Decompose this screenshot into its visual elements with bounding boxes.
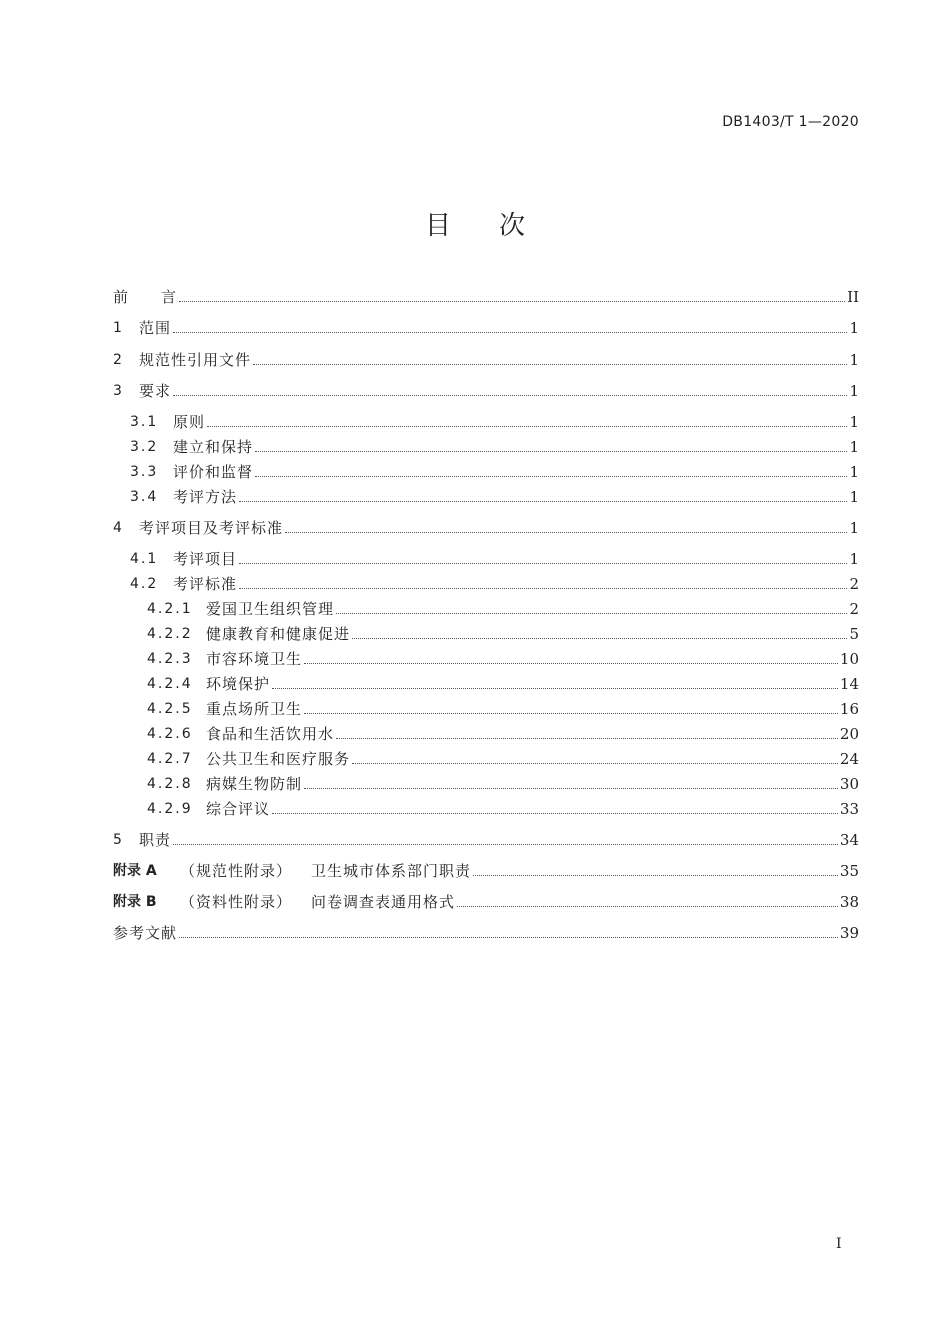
appendix-kind: （规范性附录） xyxy=(180,862,293,880)
toc-title: 原则 xyxy=(173,413,206,431)
toc-page-number: 16 xyxy=(839,700,859,718)
toc-title: 职责 xyxy=(139,831,172,849)
toc-entry[interactable] xyxy=(0,487,859,507)
dot-leader xyxy=(255,451,847,452)
toc-page-number: 38 xyxy=(839,893,859,911)
toc-page-number: 1 xyxy=(849,382,859,400)
toc-page-number: 34 xyxy=(839,831,859,849)
toc-number: 4.2.2 xyxy=(147,626,193,642)
toc-title: 参考文献 xyxy=(113,924,178,942)
toc-page-number: 5 xyxy=(849,625,859,643)
toc-number: 4.2.1 xyxy=(147,601,193,617)
dot-leader xyxy=(179,301,845,302)
dot-leader xyxy=(272,813,838,814)
toc-entry[interactable] xyxy=(0,861,859,881)
dot-leader xyxy=(173,844,838,845)
toc-entry[interactable] xyxy=(0,830,859,850)
toc-number: 2 xyxy=(113,352,124,368)
toc-entry[interactable] xyxy=(0,462,859,482)
toc-title: 食品和生活饮用水 xyxy=(206,725,335,743)
toc-entry[interactable] xyxy=(0,599,859,619)
toc-title: 健康教育和健康促进 xyxy=(206,625,351,643)
toc-entry[interactable] xyxy=(0,381,859,401)
page-number: I xyxy=(836,1236,842,1252)
dot-leader xyxy=(336,738,838,739)
toc-entry[interactable] xyxy=(0,549,859,569)
toc-number: 4.1 xyxy=(130,551,159,567)
toc-title: 综合评议 xyxy=(206,800,271,818)
toc-title: 前 言 xyxy=(113,288,178,306)
toc-page-number: 35 xyxy=(839,862,859,880)
toc-number: 4.2.3 xyxy=(147,651,193,667)
dot-leader xyxy=(304,713,838,714)
toc-title: 重点场所卫生 xyxy=(206,700,303,718)
toc-entry[interactable] xyxy=(0,749,859,769)
dot-leader xyxy=(173,332,847,333)
toc-page-number: 1 xyxy=(849,438,859,456)
toc-page-number: 20 xyxy=(839,725,859,743)
toc-title: 要求 xyxy=(139,382,172,400)
toc-page-number: 1 xyxy=(849,319,859,337)
toc-number: 3.2 xyxy=(130,439,159,455)
toc-number: 4.2 xyxy=(130,576,159,592)
toc-title: 病媒生物防制 xyxy=(206,775,303,793)
toc-title: 范围 xyxy=(139,319,172,337)
toc-title: 考评项目 xyxy=(173,550,238,568)
toc-number: 4.2.4 xyxy=(147,676,193,692)
toc-number: 3.3 xyxy=(130,464,159,480)
toc-page-number: 1 xyxy=(849,463,859,481)
toc-page-number: 1 xyxy=(849,519,859,537)
toc-number: 4 xyxy=(113,520,124,536)
toc-title: 市容环境卫生 xyxy=(206,650,303,668)
toc-title: 考评方法 xyxy=(173,488,238,506)
toc-number: 3.1 xyxy=(130,414,159,430)
toc-page-number: 1 xyxy=(849,351,859,369)
dot-leader xyxy=(239,588,847,589)
toc-number: 4.2.8 xyxy=(147,776,193,792)
toc-entry[interactable] xyxy=(0,574,859,594)
dot-leader xyxy=(304,663,838,664)
toc-number: 4.2.6 xyxy=(147,726,193,742)
toc-title: 公共卫生和医疗服务 xyxy=(206,750,351,768)
dot-leader xyxy=(285,532,847,533)
toc-title: 爱国卫生组织管理 xyxy=(206,600,335,618)
toc-title: 建立和保持 xyxy=(173,438,254,456)
toc-entry[interactable] xyxy=(0,287,859,307)
toc-title: 问卷调查表通用格式 xyxy=(311,893,456,911)
appendix-label: 附录 A xyxy=(113,863,157,879)
toc-number: 4.2.9 xyxy=(147,801,193,817)
title-char: 目 xyxy=(424,211,451,241)
toc-page-number: 30 xyxy=(839,775,859,793)
dot-leader xyxy=(457,906,838,907)
toc-number: 3.4 xyxy=(130,489,159,505)
toc-page-number: 1 xyxy=(849,413,859,431)
dot-leader xyxy=(473,875,838,876)
toc-entry[interactable] xyxy=(0,412,859,432)
toc-page-number: 2 xyxy=(849,600,859,618)
dot-leader xyxy=(179,937,838,938)
toc-number: 5 xyxy=(113,832,124,848)
toc-title: 评价和监督 xyxy=(173,463,254,481)
dot-leader xyxy=(304,788,838,789)
toc-number: 4.2.7 xyxy=(147,751,193,767)
dot-leader xyxy=(239,501,847,502)
toc-title: 环境保护 xyxy=(206,675,271,693)
toc-page-number: 1 xyxy=(849,488,859,506)
dot-leader xyxy=(207,426,847,427)
toc-entry[interactable] xyxy=(0,350,859,370)
toc-entry[interactable] xyxy=(0,724,859,744)
dot-leader xyxy=(253,364,847,365)
toc-entry[interactable] xyxy=(0,699,859,719)
dot-leader xyxy=(239,563,847,564)
toc-title: 规范性引用文件 xyxy=(139,351,252,369)
toc-entry[interactable] xyxy=(0,799,859,819)
title-char: 次 xyxy=(499,211,526,241)
toc-title: 考评标准 xyxy=(173,575,238,593)
toc-title: 卫生城市体系部门职责 xyxy=(311,862,472,880)
toc-page-number: 39 xyxy=(839,924,859,942)
toc-entry[interactable] xyxy=(0,649,859,669)
toc-page-number: 33 xyxy=(839,800,859,818)
toc-page-number: 10 xyxy=(839,650,859,668)
toc-entry[interactable] xyxy=(0,674,859,694)
toc-page-number: II xyxy=(847,288,859,306)
dot-leader xyxy=(272,688,838,689)
page-title xyxy=(0,205,950,242)
dot-leader xyxy=(336,613,847,614)
document-id: DB1403/T 1—2020 xyxy=(722,114,859,130)
toc-entry[interactable] xyxy=(0,923,859,943)
appendix-label: 附录 B xyxy=(113,894,157,910)
toc-entry[interactable] xyxy=(0,437,859,457)
toc-entry[interactable] xyxy=(0,892,859,912)
toc-entry[interactable] xyxy=(0,624,859,644)
toc-number: 3 xyxy=(113,383,124,399)
toc-number: 1 xyxy=(113,320,124,336)
toc-entry[interactable] xyxy=(0,518,859,538)
toc-number: 4.2.5 xyxy=(147,701,193,717)
dot-leader xyxy=(173,395,847,396)
dot-leader xyxy=(352,763,838,764)
dot-leader xyxy=(255,476,847,477)
dot-leader xyxy=(352,638,847,639)
toc-page-number: 14 xyxy=(839,675,859,693)
appendix-kind: （资料性附录） xyxy=(180,893,293,911)
toc-page-number: 1 xyxy=(849,550,859,568)
toc-page-number: 2 xyxy=(849,575,859,593)
toc-entry[interactable] xyxy=(0,774,859,794)
toc-title: 考评项目及考评标准 xyxy=(139,519,284,537)
toc-entry[interactable] xyxy=(0,318,859,338)
toc-page-number: 24 xyxy=(839,750,859,768)
